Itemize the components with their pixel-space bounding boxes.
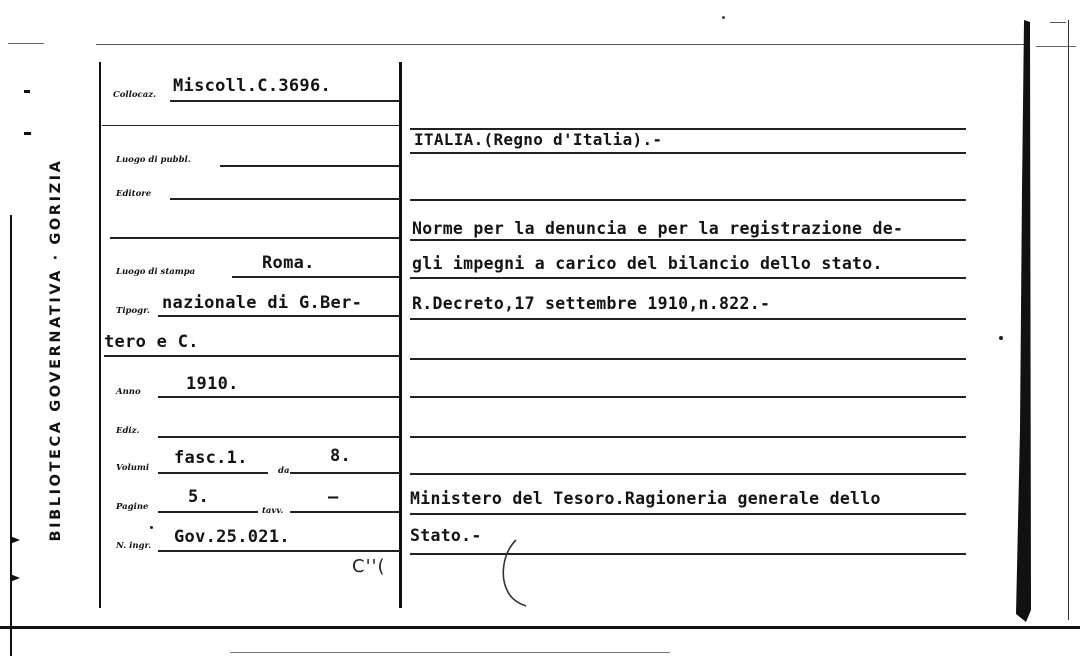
value-volumi: fasc.1.: [174, 448, 248, 468]
label-anno: Anno: [116, 387, 141, 397]
value-anno: 1910.: [186, 374, 239, 394]
speck-1: [999, 336, 1003, 340]
label-pagine: Pagine: [116, 502, 149, 512]
title-line-2: gli impegni a carico del bilancio dello stato.: [412, 254, 883, 273]
collocazione-line: [170, 100, 400, 102]
top-border-right-dash: [1036, 46, 1076, 47]
left-mark-1: [24, 90, 30, 93]
right-edge-thin-line: [1068, 20, 1069, 620]
label-luogo-stampa: Luogo di stampa: [116, 267, 196, 277]
heading-text: ITALIA.(Regno d'Italia).-: [414, 130, 663, 149]
ministry-line-2: Stato.-: [410, 526, 482, 545]
value-luogo-stampa: Roma.: [262, 253, 315, 273]
left-arrow-mark: [10, 530, 24, 590]
handwritten-note: C''(: [352, 556, 386, 577]
right-rule-6: [410, 318, 966, 320]
right-corner-mark: [1050, 22, 1066, 23]
value-tavole: —: [328, 487, 339, 507]
right-rule-10: [410, 473, 966, 475]
left-mark-2: [24, 132, 31, 135]
value-volumi-da: 8.: [330, 446, 352, 466]
pagine-line: [158, 511, 258, 513]
right-rule-3: [410, 199, 966, 201]
label-da: da: [278, 466, 290, 476]
value-pagine: 5.: [188, 487, 210, 507]
label-tavole: tavv.: [262, 506, 284, 516]
bottom-border-line: [0, 626, 1080, 629]
label-edizione: Ediz.: [116, 426, 140, 436]
value-tipogr-1: nazionale di G.Ber-: [162, 293, 363, 313]
value-n-ingr: Gov.25.021.: [174, 527, 290, 547]
label-volumi: Volumi: [116, 463, 150, 473]
bottom-border-line-2: [230, 652, 670, 653]
left-rule-1: [102, 125, 400, 126]
speck-3: [150, 526, 153, 529]
speck-2: [722, 16, 725, 19]
right-rule-11: [410, 513, 966, 515]
luogo-pubbl-line: [220, 165, 400, 167]
label-n-ingr: N. ingr.: [116, 541, 152, 551]
decree-text: R.Decreto,17 settembre 1910,n.822.-: [412, 294, 771, 313]
right-rule-7: [410, 358, 966, 360]
left-column-border: [99, 62, 101, 608]
top-border-left-dash: [8, 43, 44, 44]
tavole-line: [290, 511, 400, 513]
label-collocazione: Collocaz.: [113, 90, 157, 100]
label-tipogr: Tipogr.: [116, 306, 150, 316]
right-card-edge: [1000, 10, 1040, 630]
tipogr-continuation-line: [104, 355, 400, 357]
right-rule-2: [410, 152, 966, 154]
right-rule-5: [410, 277, 966, 279]
editore-line: [170, 198, 400, 200]
value-collocazione: Miscoll.C.3696.: [173, 76, 332, 96]
value-tipogr-2: tero e C.: [104, 332, 199, 352]
tipogr-line: [158, 315, 400, 317]
label-luogo-pubbl: Luogo di pubbl.: [116, 155, 191, 165]
volumi-line: [158, 472, 268, 474]
volumi-da-line: [290, 472, 400, 474]
edizione-line: [158, 436, 400, 438]
top-border-line: [96, 44, 1024, 45]
label-editore: Editore: [116, 189, 152, 199]
right-rule-8: [410, 396, 966, 398]
luogo-stampa-line: [232, 276, 400, 278]
right-rule-4: [410, 239, 966, 241]
ministry-line-1: Ministero del Tesoro.Ragioneria generale dello: [410, 489, 881, 508]
hand-bracket-mark: [494, 534, 544, 614]
title-line-1: Norme per la denuncia e per la registrazione de-: [412, 219, 904, 238]
anno-line: [158, 396, 400, 398]
middle-column-divider: [399, 62, 402, 608]
left-rule-2: [110, 237, 400, 239]
library-stamp-text: BIBLIOTECA GOVERNATIVA · GORIZIA: [48, 158, 64, 542]
right-rule-9: [410, 436, 966, 438]
n-ingr-line: [158, 550, 400, 552]
